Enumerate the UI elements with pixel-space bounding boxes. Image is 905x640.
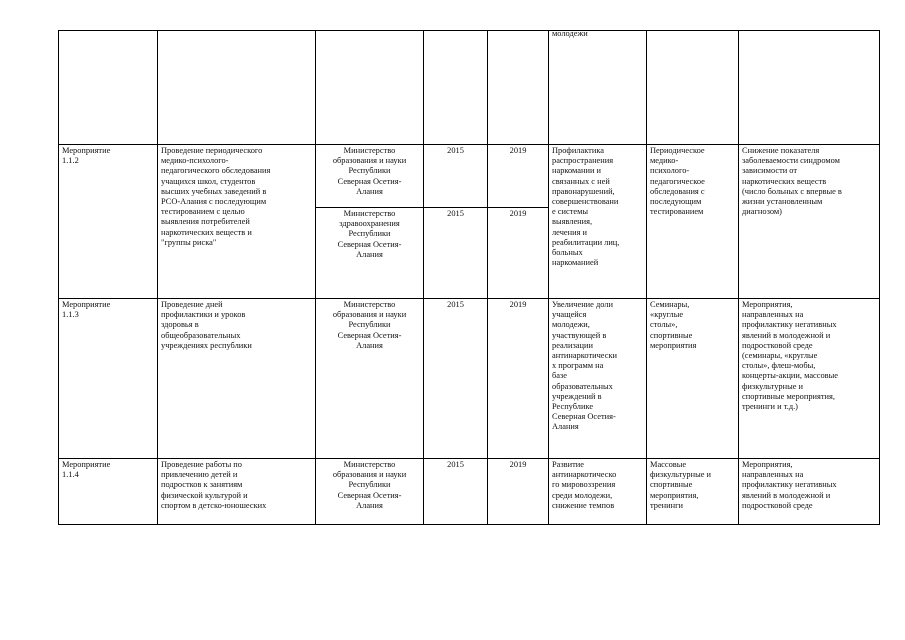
result-text: Мероприятия, направленных на профилактику негативных явлений в молодежной и подростковой среде (семинары, «круглые столы», флеш-мобы, концерты-акции, массовые физкультурные и спортивные мероприятия, тренинги и т.д.) xyxy=(742,300,838,412)
executor-name: Министерство образования и науки Республики Северная Осетия- Алания xyxy=(332,460,407,510)
cell-executor xyxy=(316,299,424,459)
activities-text: Семинары, «круглые столы», спортивные мероприятия xyxy=(650,300,697,350)
activity-id: Мероприятие 1.1.4 xyxy=(62,460,111,480)
cell-executor-empty xyxy=(316,31,424,145)
start-year: 2015 xyxy=(447,300,464,309)
cell-end xyxy=(488,459,549,525)
cell-goal xyxy=(549,459,647,525)
cell-id xyxy=(59,299,158,459)
cell-end xyxy=(488,145,549,208)
cell-start xyxy=(424,299,488,459)
table-row-1-1-4 xyxy=(59,459,880,525)
cell-executor xyxy=(316,208,424,299)
result-text: Снижение показателя заболеваемости синдромом зависимости от наркотических веществ (число больных с впервые в жизни установленным диагнозом) xyxy=(742,146,842,217)
cell-activities xyxy=(647,145,739,299)
cell-end-empty xyxy=(488,31,549,145)
start-year: 2015 xyxy=(447,209,464,218)
executor-name: Министерство образования и науки Республики Северная Осетия- Алания xyxy=(332,300,407,350)
executor-name: Министерство образования и науки Республики Северная Осетия- Алания xyxy=(332,146,407,196)
cell-result-empty xyxy=(739,31,880,145)
cell-goal xyxy=(549,31,647,145)
cell-result xyxy=(739,299,880,459)
cell-start xyxy=(424,208,488,299)
activities-text: Периодическое медико- психолого- педагогическое обследования с последующим тестированием xyxy=(650,146,705,217)
cell-end xyxy=(488,208,549,299)
goal-text: Развитие антинаркотическо го мировоззрения среди молодежи, снижение темпов xyxy=(552,460,617,510)
cell-goal xyxy=(549,145,647,299)
cell-activities xyxy=(647,459,739,525)
cell-start xyxy=(424,459,488,525)
cell-name xyxy=(158,145,316,299)
cell-activities xyxy=(647,299,739,459)
cell-executor xyxy=(316,459,424,525)
executor-name: Министерство здравоохранения Республики Северная Осетия- Алания xyxy=(337,209,402,259)
cell-result xyxy=(739,459,880,525)
cell-result xyxy=(739,145,880,299)
cell-id xyxy=(59,459,158,525)
cell-id xyxy=(59,145,158,299)
table-row-continuation xyxy=(59,31,880,145)
cell-end xyxy=(488,299,549,459)
end-year: 2019 xyxy=(509,146,527,155)
cell-id-empty xyxy=(59,31,158,145)
table-row-1-1-2 xyxy=(59,145,880,208)
cell-executor xyxy=(316,145,424,208)
result-text: Мероприятия, направленных на профилактику негативных явлений в молодежной и подростковой среде xyxy=(742,460,837,510)
activities-text: Массовые физкультурные и спортивные мероприятия, тренинги xyxy=(650,460,711,510)
end-year: 2019 xyxy=(509,460,527,469)
activity-name: Проведение периодического медико-психолого- педагогического обследования учащихся школ, студентов высших учебных заведений в РСО-Алания с последующим тестированием с целью выявления потребителей наркотических веществ и "группы риска" xyxy=(161,146,271,247)
cell-activities-empty xyxy=(647,31,739,145)
cell-name xyxy=(158,299,316,459)
start-year: 2015 xyxy=(447,146,464,155)
cell-goal xyxy=(549,299,647,459)
end-year: 2019 xyxy=(509,300,527,309)
activity-name: Проведение работы по привлечению детей и подростков к занятиям физической культурой и спортом в детско-юношеских xyxy=(161,460,267,510)
cell-name xyxy=(158,459,316,525)
activity-id: Мероприятие 1.1.2 xyxy=(62,146,111,166)
goal-text: Увеличение доли учащейся молодежи, участвующей в реализации антинаркотически х программ на базе образовательных учреждений в Республике Северная Осетия- Алания xyxy=(552,300,617,432)
start-year: 2015 xyxy=(447,460,464,469)
goal-text: Профилактика распространения наркомании и связанных с ней правонарушений, совершенствовани е системы выявления, лечения и реабилитации лиц, больных наркоманией xyxy=(552,146,620,268)
end-year: 2019 xyxy=(509,209,527,218)
cell-start-empty xyxy=(424,31,488,145)
table-row-1-1-3 xyxy=(59,299,880,459)
cell-name-empty xyxy=(158,31,316,145)
activity-name: Проведение дней профилактики и уроков здоровья в общеобразовательных учреждениях республики xyxy=(161,300,252,350)
goal-text: молодежи xyxy=(552,30,588,38)
activity-id: Мероприятие 1.1.3 xyxy=(62,300,111,320)
cell-start xyxy=(424,145,488,208)
program-activities-table xyxy=(58,30,880,525)
